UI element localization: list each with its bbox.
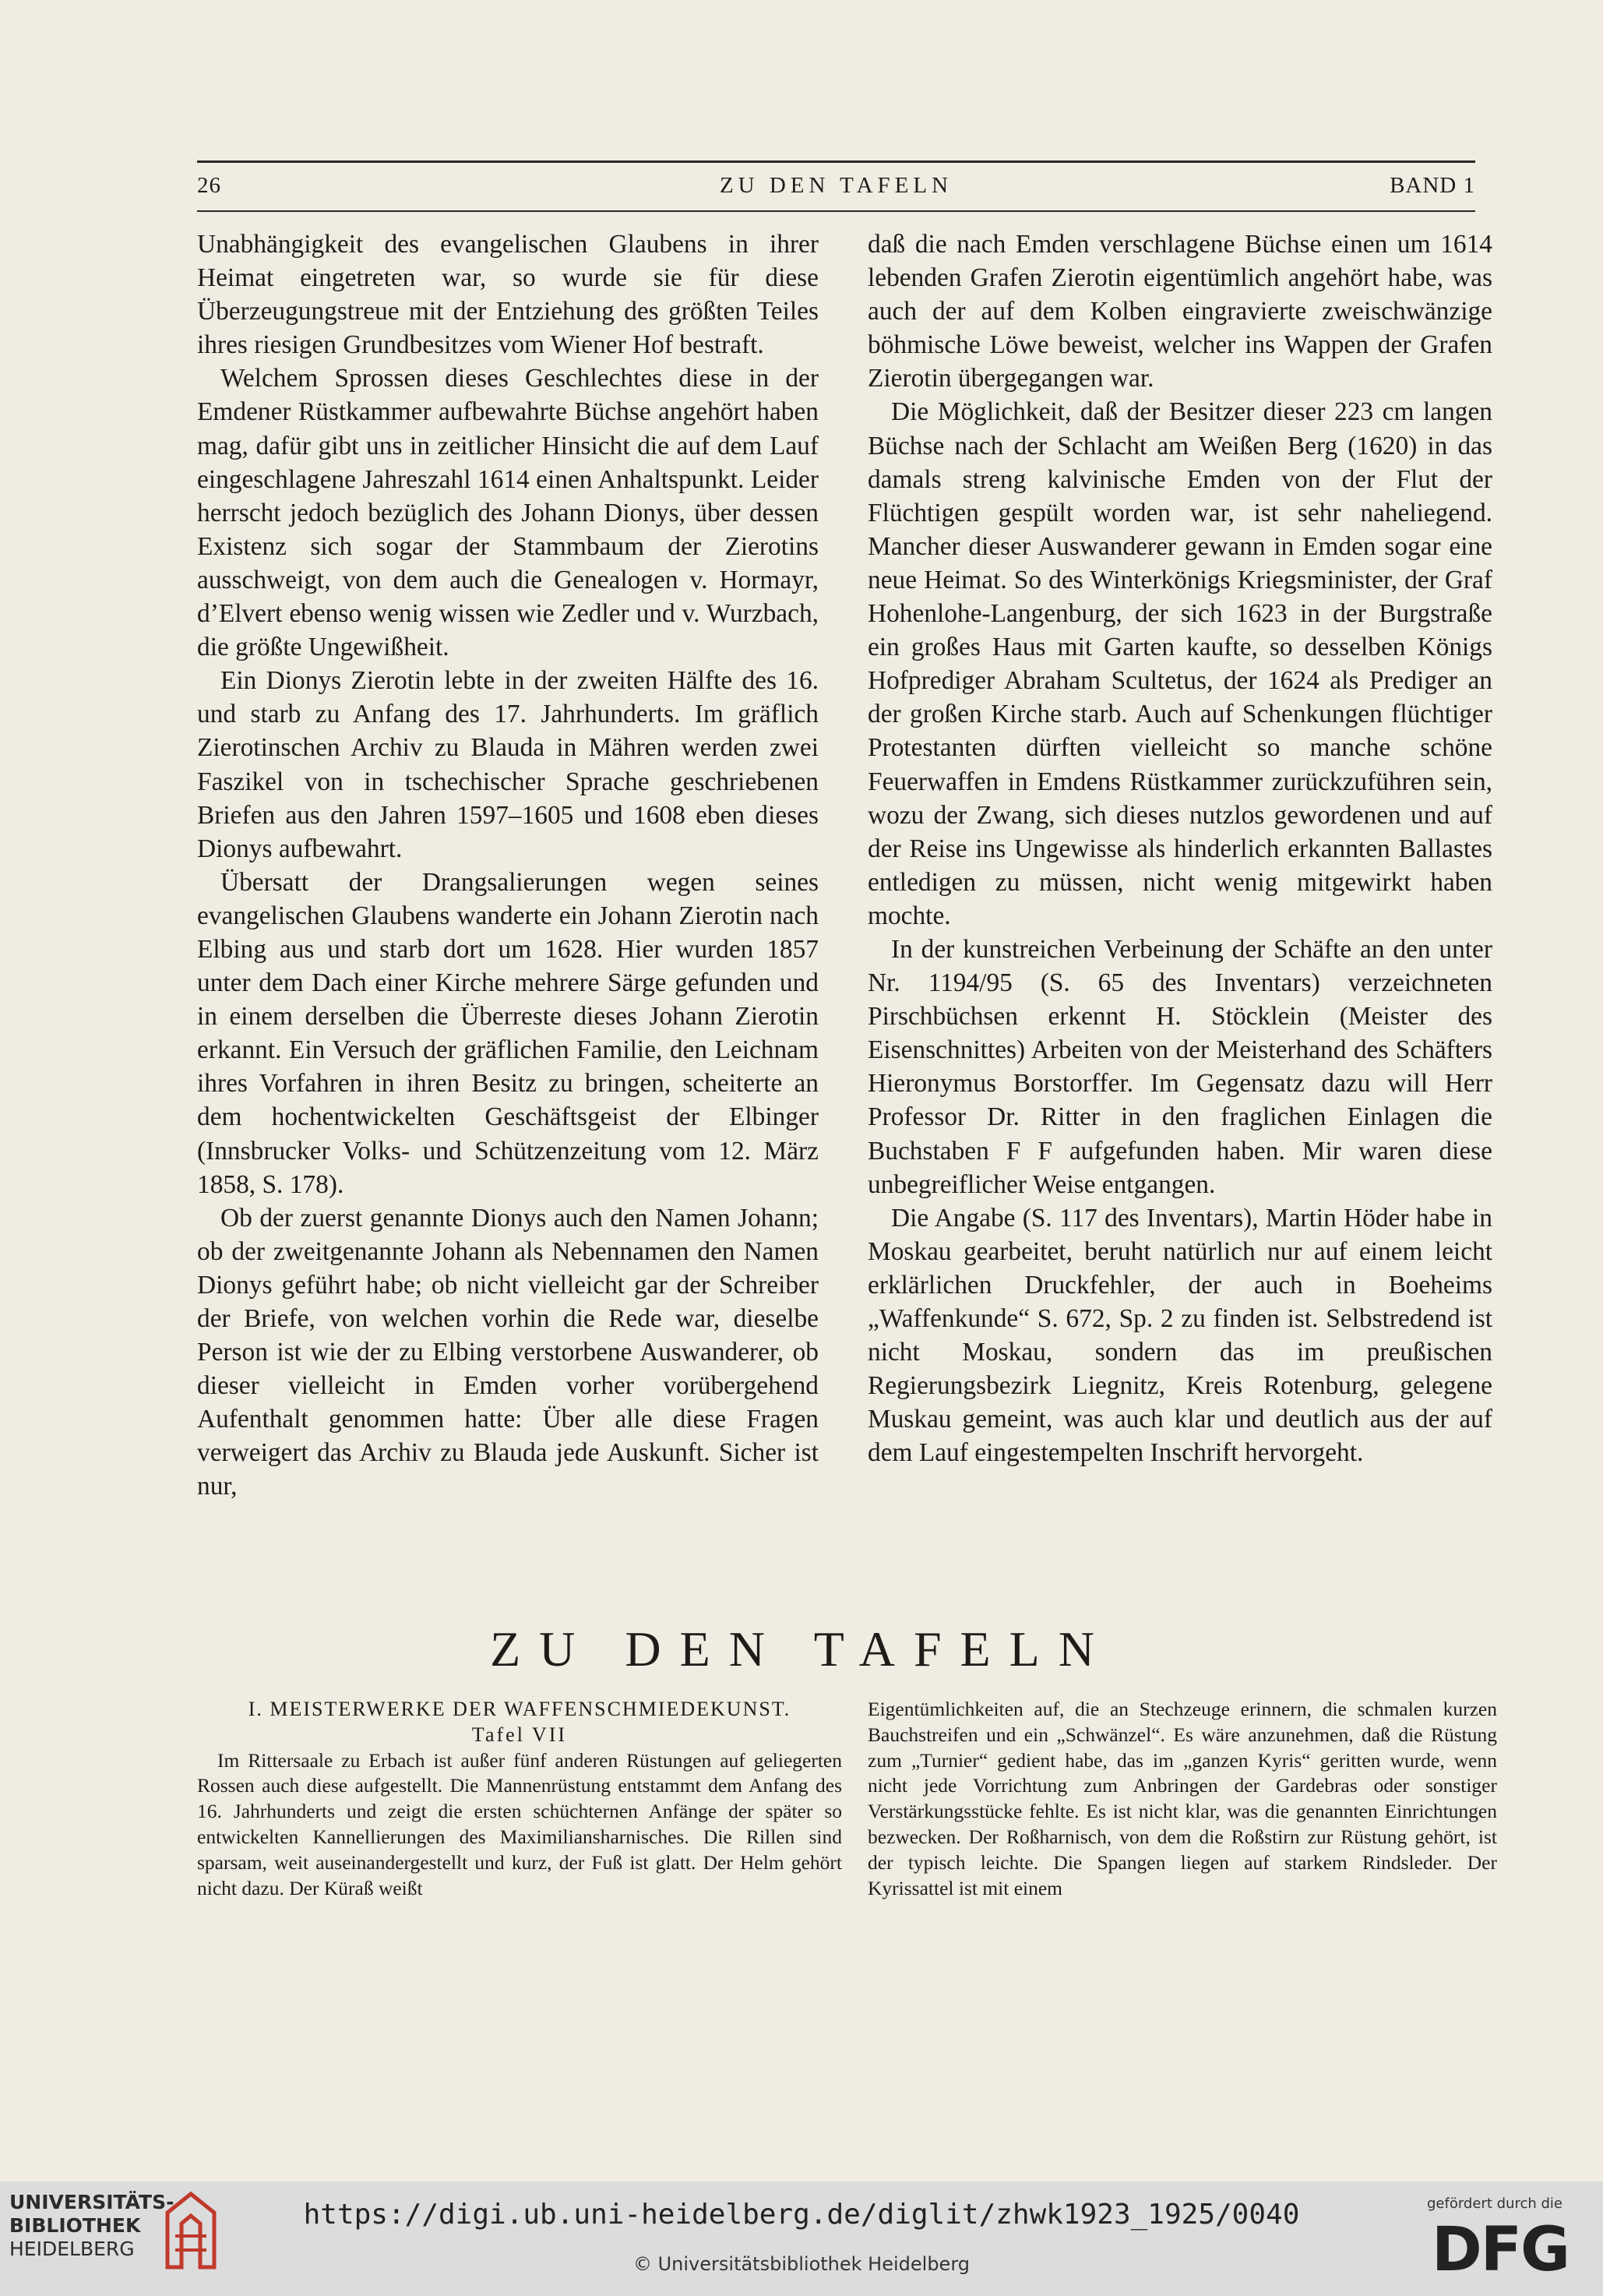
paragraph: Unabhängigkeit des evangelischen Glaubens in ihrer Heimat eingetreten war, so wurde sie für diese Überzeugungstreue mit der Entziehung des größten Teiles ihres riesigen Grundbesitzes vom Wiener Hof bestraft. — [197, 230, 819, 360]
paragraph: Die Möglichkeit, daß der Besitzer dieser 223 cm langen Büchse nach der Schlacht am Weißen Berg (1620) in das damals streng kalvinische Emden von der Flut der Flüchtigen gespült worden war, ist sehr naheliegend. Mancher dieser Auswanderer gewann in Emden sogar eine neue Heimat. So des Winterkönigs Kriegsminister, der Graf Hohenlohe-Langenburg, der sich 1623 in der Burgstraße ein großes Haus mit Garten kaufte, so desselben Königs Hofprediger Abraham Scultetus, der 1624 als Prediger an der großen Kirche starb. Auch auf Schenkungen flüchtiger Protestanten dürften vielleicht so manche schöne Feuerwaffen in Emdens Rüstkammer zurückzuführen sein, wozu der Zwang, sich dieses nutzlos gewordenen und auf der Reise ins Ungewisse als hinderlich erkannten Ballastes entledigen zu müssen, nicht wenig mitgewirkt haben mochte. — [868, 397, 1492, 930]
section-left-column — [197, 1697, 842, 1901]
permalink-url[interactable]: https://digi.ub.uni-heidelberg.de/diglit/zhwk1923_1925/0040 — [303, 2199, 1300, 2231]
page-number: 26 — [197, 173, 221, 198]
paragraph: Ob der zuerst genannte Dionys auch den Namen Johann; ob der zweitgenannte Johann als Nebennamen den Namen Dionys geführt habe; ob nicht vielleicht gar der Schreiber der Briefe, von welchen vorhin die Rede war, dieselbe Person ist wie der zu Elbing verstorbene Auswanderer, ob dieser vielleicht in Emden vorher vorübergehend Aufenthalt genommen hatte: Über alle diese Fragen verweigert das Archiv zu Blauda jede Auskunft. Sicher ist nur, — [197, 1203, 819, 1501]
right-column — [868, 227, 1492, 1469]
dfg-logo[interactable]: DFG — [1432, 2215, 1570, 2285]
top-rule — [197, 160, 1475, 163]
running-header — [197, 173, 1475, 204]
library-name-line: UNIVERSITÄTS- — [9, 2191, 174, 2213]
funding-note: gefördert durch die — [1427, 2195, 1562, 2212]
paragraph: Ein Dionys Zierotin lebte in der zweiten Hälfte des 16. und starb zu Anfang des 17. Jahrhunderts. Im gräflich Zierotinschen Archiv zu Blauda in Mähren werden zwei Faszikel von in tschechischer Sprache geschriebenen Briefen aus den Jahren 1597–1605 und 1608 eben dieses Dionys aufbewahrt. — [197, 666, 819, 863]
volume-label: BAND 1 — [1390, 173, 1475, 198]
section-right-column — [868, 1697, 1497, 1901]
paragraph: Übersatt der Drangsalierungen wegen seines evangelischen Glaubens wanderte ein Johann Zierotin nach Elbing aus und starb dort um 1628. Hier wurden 1857 unter dem Dach einer Kirche mehrere Särge gefunden und in einem derselben die Überreste dieses Johann Zierotin erkannt. Ein Versuch der gräflichen Familie, den Leichnam ihres Vorfahren in ihren Besitz zu bringen, scheiterte an dem hochentwickelten Geschäftsgeist der Elbinger (Innsbrucker Volks- und Schützenzeitung vom 12. März 1858, S. 178). — [197, 867, 819, 1199]
section-subheading: Tafel VII — [471, 1723, 568, 1746]
section-title: ZU DEN TAFELN — [490, 1621, 1113, 1677]
paragraph: daß die nach Emden verschlagene Büchse einen um 1614 lebenden Grafen Zierotin eigentümlich angehört habe, was auch der auf dem Kolben eingravierte zweischwänzige böhmische Löwe beweist, welcher ins Wappen der Grafen Zierotin übergegangen war. — [868, 230, 1492, 393]
section-heading: I. MEISTERWERKE DER WAFFENSCHMIEDEKUNST. — [248, 1698, 791, 1720]
library-name-line: HEIDELBERG — [9, 2238, 135, 2260]
paragraph: Eigentümlichkeiten auf, die an Stechzeuge erinnern, die schmalen kurzen Bauchstreifen und ein „Schwänzel“. Es wäre anzunehmen, daß die Rüstung zum „Turnier“ gedient habe, das im „ganzen Kyris“ geritten wurde, wenn nicht jede Vorrichtung zum Anbringen der Gardebras oder sonstiger Verstärkungsstücke fehlte. Es ist nicht klar, was die genannten Einrichtungen bezwecken. Der Roßharnisch, von dem die Roßstirn zur Rüstung gehört, ist der typisch leichte. Die Spangen liegen auf starkem Rindsleder. Der Kyrissattel ist mit einem — [868, 1698, 1497, 1899]
paragraph: Im Rittersaale zu Erbach ist außer fünf anderen Rüstungen auf geliegerten Rossen auch diese aufgestellt. Die Mannenrüstung entstammt dem Anfang des 16. Jahrhunderts und zeigt die ersten schüchternen Anfänge der später so entwickelten Kannellierungen des Maximiliansharnisches. Die Rillen sind sparsam, weit auseinandergestellt und kurz, der Fuß ist glatt. Der Helm gehört nicht dazu. Der Küraß weißt — [197, 1748, 842, 1899]
paragraph: In der kunstreichen Verbeinung der Schäfte an den unter Nr. 1194/95 (S. 65 des Inventars) verzeichneten Pirschbüchsen erkennt H. Stöcklein (Meister des Eisenschnittes) Arbeiten von der Meisterhand des Schäfters Hieronymus Borstorffer. Im Gegensatz dazu will Herr Professor Dr. Ritter in den fraglichen Einlagen die Buchstaben F F aufgefunden haben. Mir waren diese unbegreiflicher Weise entgangen. — [868, 934, 1492, 1199]
left-column — [197, 227, 819, 1504]
library-name-line: BIBLIOTHEK — [9, 2214, 141, 2237]
header-rule — [197, 210, 1475, 212]
copyright-notice: © Universitätsbibliothek Heidelberg — [632, 2253, 970, 2275]
running-title: ZU DEN TAFELN — [719, 173, 953, 198]
paragraph: Welchem Sprossen dieses Geschlechtes diese in der Emdener Rüstkammer aufbewahrte Büchse angehört haben mag, dafür gibt uns in zeitlicher Hinsicht die auf dem Lauf eingeschlagene Jahreszahl 1614 einen Anhaltspunkt. Leider herrscht jedoch bezüglich des Johann Dionys, über dessen Existenz sich sogar der Stammbaum der Zierotins ausschweigt, von dem auch die Genealogen v. Hormayr, d’Elvert ebenso wenig wissen wie Zedler und v. Wurzbach, die größte Ungewißheit. — [197, 364, 819, 662]
paragraph: Die Angabe (S. 117 des Inventars), Martin Höder habe in Moskau gearbeitet, beruht natürlich nur auf einem leicht erklärlichen Druckfehler, der auch in Boeheims „Waffenkunde“ S. 672, Sp. 2 zu finden ist. Selbstredend ist nicht Moskau, sondern das im preußischen Regierungsbezirk Liegnitz, Kreis Rotenburg, gelegene Muskau gemeint, was auch klar und deutlich aus der auf dem Lauf eingestempelten Inschrift hervorgeht. — [868, 1203, 1492, 1468]
